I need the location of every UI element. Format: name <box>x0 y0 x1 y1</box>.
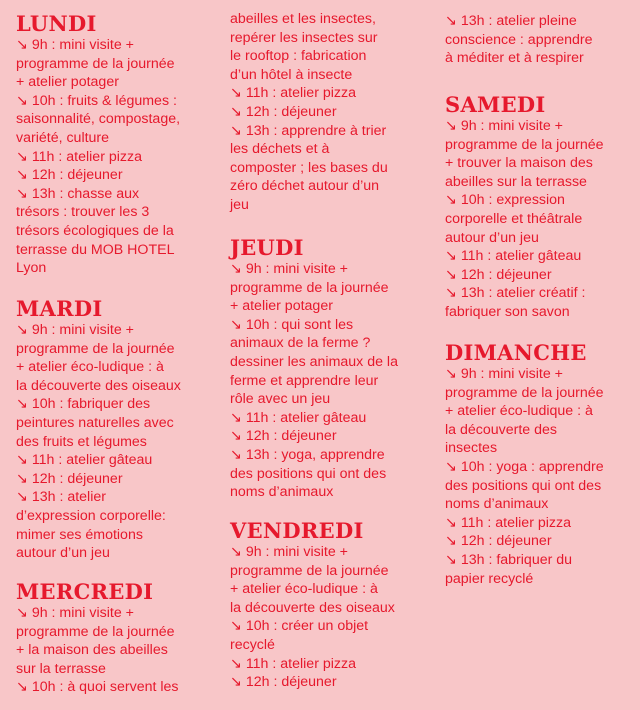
program-line: programme de la journée <box>445 136 604 153</box>
program-line: les déchets et à <box>230 141 330 158</box>
program-line: sur la terrasse <box>16 660 106 677</box>
program-line: ↘ 11h : atelier pizza <box>445 514 571 531</box>
day-title-samedi: SAMEDI <box>445 92 546 117</box>
program-line: insectes <box>445 440 498 457</box>
program-line: zéro déchet autour d’un <box>230 178 380 195</box>
day-dimanche <box>445 341 604 588</box>
program-line: ↘ 9h : mini visite + <box>230 261 348 277</box>
day-samedi <box>445 93 604 322</box>
program-line: d’un hôtel à insecte <box>230 66 353 83</box>
program-line: ↘ 10h : fruits & légumes : <box>16 92 177 109</box>
program-line: ↘ 11h : atelier pizza <box>16 148 142 165</box>
program-line: ↘ 13h : atelier pleine <box>445 13 577 29</box>
program-line: des positions qui ont des <box>445 477 602 494</box>
program-line: + atelier éco-ludique : à <box>230 581 378 598</box>
day-mercredi <box>16 580 179 697</box>
program-line: Lyon <box>16 260 47 277</box>
day-mercredi-continued <box>230 10 388 215</box>
lines-samedi <box>445 117 604 322</box>
program-line: des fruits et légumes <box>16 433 147 450</box>
program-line: ↘ 12h : déjeuner <box>16 167 123 184</box>
program-line: noms d’animaux <box>445 496 549 513</box>
day-vendredi <box>230 519 395 692</box>
lines-mercredi-cont <box>230 10 388 215</box>
lines-mardi <box>16 321 181 563</box>
program-line: + la maison des abeilles <box>16 642 168 659</box>
program-line: ↘ 11h : atelier gâteau <box>445 248 582 265</box>
program-line: autour d’un jeu <box>445 229 539 246</box>
program-line: ↘ 10h : expression <box>445 192 565 209</box>
day-title-mercredi: MERCREDI <box>16 579 154 604</box>
program-line: ↘ 11h : atelier pizza <box>230 85 356 102</box>
program-line: des positions qui ont des <box>230 465 387 482</box>
day-jeudi <box>230 236 398 502</box>
program-line: ↘ 12h : déjeuner <box>445 533 552 550</box>
program-line: ↘ 13h : atelier créatif : <box>445 285 586 302</box>
day-vendredi-continued <box>445 12 593 68</box>
program-line: ↘ 11h : atelier gâteau <box>230 409 367 426</box>
program-line: ↘ 11h : atelier pizza <box>230 655 356 672</box>
program-line: variété, culture <box>16 129 110 146</box>
program-line: ↘ 12h : déjeuner <box>230 103 337 120</box>
program-line: abeilles sur la terrasse <box>445 173 587 190</box>
program-line: programme de la journée <box>16 55 175 72</box>
program-line: recyclé <box>230 636 275 653</box>
program-line: programme de la journée <box>16 340 175 357</box>
program-line: le rooftop : fabrication <box>230 48 367 65</box>
program-line: ↘ 10h : qui sont les <box>230 316 354 333</box>
program-line: ↘ 9h : mini visite + <box>230 544 348 560</box>
program-line: conscience : apprendre <box>445 31 593 48</box>
program-line: ↘ 9h : mini visite + <box>445 118 563 134</box>
lines-dimanche <box>445 365 604 588</box>
program-line: ↘ 13h : atelier <box>16 489 106 506</box>
program-line: programme de la journée <box>230 562 389 579</box>
lines-lundi <box>16 36 180 278</box>
lines-vendredi <box>230 543 395 692</box>
program-line: d’expression corporelle: <box>16 507 166 524</box>
program-line: ↘ 13h : fabriquer du <box>445 551 573 568</box>
program-line: mimer ses émotions <box>16 526 143 543</box>
program-line: ↘ 13h : yoga, apprendre <box>230 446 385 463</box>
program-line: ferme et apprendre leur <box>230 372 379 389</box>
program-line: papier recyclé <box>445 570 534 587</box>
program-line: programme de la journée <box>230 279 389 296</box>
day-title-dimanche: DIMANCHE <box>445 340 587 365</box>
program-line: corporelle et théâtrale <box>445 210 583 227</box>
program-line: + trouver la maison des <box>445 155 593 172</box>
program-line: dessiner les animaux de la <box>230 353 398 370</box>
program-line: rôle avec un jeu <box>230 391 331 408</box>
program-line: ↘ 12h : déjeuner <box>230 428 337 445</box>
day-mardi <box>16 297 181 563</box>
program-line: ↘ 10h : yoga : apprendre <box>445 458 604 475</box>
lines-vendredi-cont <box>445 12 593 68</box>
program-line: + atelier éco-ludique : à <box>445 403 593 420</box>
program-line: abeilles et les insectes, <box>230 11 376 27</box>
program-line: programme de la journée <box>16 623 175 640</box>
program-line: ↘ 10h : créer un objet <box>230 618 369 635</box>
program-line: composter ; les bases du <box>230 159 388 176</box>
program-line: + atelier éco-ludique : à <box>16 359 164 376</box>
program-line: ↘ 10h : à quoi servent les <box>16 679 179 696</box>
day-lundi <box>16 12 180 278</box>
program-line: ↘ 11h : atelier gâteau <box>16 452 153 469</box>
program-line: ↘ 9h : mini visite + <box>16 37 134 53</box>
day-title-jeudi: JEUDI <box>230 235 304 260</box>
program-line: ↘ 12h : déjeuner <box>16 470 123 487</box>
program-line: + atelier potager <box>16 74 119 91</box>
program-line: peintures naturelles avec <box>16 414 174 431</box>
program-line: trésors : trouver les 3 <box>16 204 150 221</box>
column-3 <box>445 0 635 710</box>
program-line: ↘ 9h : mini visite + <box>16 605 134 621</box>
program-line: autour d’un jeu <box>16 545 110 562</box>
program-line: jeu <box>230 196 249 213</box>
day-title-vendredi: VENDREDI <box>230 518 364 543</box>
program-line: saisonnalité, compostage, <box>16 111 181 128</box>
program-line: à méditer et à respirer <box>445 50 584 67</box>
program-line: programme de la journée <box>445 384 604 401</box>
program-line: noms d’animaux <box>230 484 334 501</box>
program-line: animaux de la ferme ? <box>230 335 371 352</box>
program-line: ↘ 12h : déjeuner <box>230 674 337 691</box>
program-line: ↘ 9h : mini visite + <box>445 366 563 382</box>
column-1 <box>16 0 216 710</box>
program-line: terrasse du MOB HOTEL <box>16 241 175 258</box>
program-line: ↘ 12h : déjeuner <box>445 266 552 283</box>
program-line: ↘ 10h : fabriquer des <box>16 396 151 413</box>
day-title-mardi: MARDI <box>16 296 103 321</box>
program-line: ↘ 13h : chasse aux <box>16 185 140 202</box>
program-line: ↘ 13h : apprendre à trier <box>230 122 387 139</box>
program-line: repérer les insectes sur <box>230 29 378 46</box>
program-line: ↘ 9h : mini visite + <box>16 322 134 338</box>
program-line: la découverte des oiseaux <box>16 377 181 394</box>
program-line: la découverte des <box>445 421 557 438</box>
lines-mercredi <box>16 604 179 697</box>
column-2 <box>230 0 425 710</box>
program-line: + atelier potager <box>230 298 333 315</box>
lines-jeudi <box>230 260 398 502</box>
day-title-lundi: LUNDI <box>16 11 97 36</box>
program-line: trésors écologiques de la <box>16 222 174 239</box>
program-line: fabriquer son savon <box>445 303 570 320</box>
program-line: la découverte des oiseaux <box>230 599 395 616</box>
